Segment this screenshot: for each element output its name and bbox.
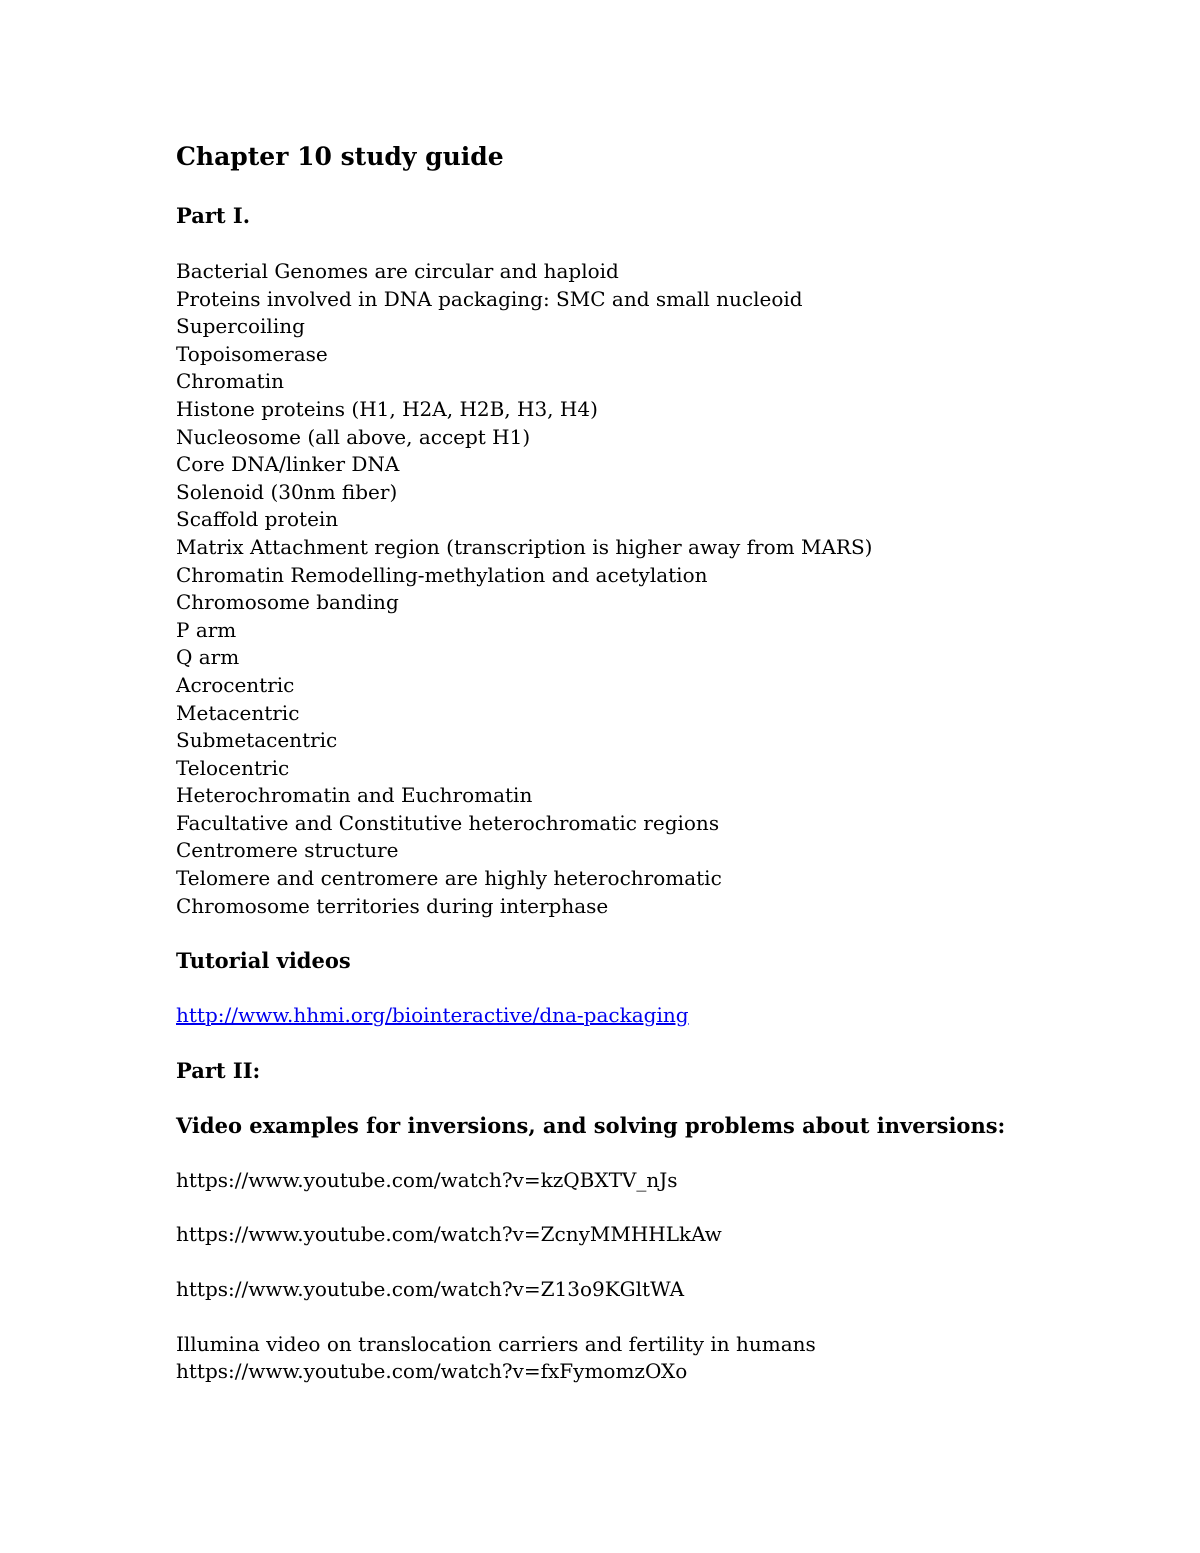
topic-item: Facultative and Constitutive heterochromatic regions	[176, 810, 720, 835]
part-one-topic-list	[176, 258, 1136, 920]
topic-item: Chromosome territories during interphase	[176, 893, 609, 918]
topic-item: Telocentric	[176, 755, 290, 780]
topic-item: Proteins involved in DNA packaging: SMC and small nucleoid	[176, 286, 803, 311]
part-two-heading: Part II:	[176, 1057, 261, 1083]
document-title: Chapter 10 study guide	[176, 142, 504, 171]
illumina-video-url: https://www.youtube.com/watch?v=fxFymomzOXo	[176, 1359, 688, 1384]
topic-item: Chromatin Remodelling-methylation and acetylation	[176, 562, 708, 587]
illumina-video-label: Illumina video on translocation carriers and fertility in humans	[176, 1331, 816, 1356]
topic-item: Histone proteins (H1, H2A, H2B, H3, H4)	[176, 396, 598, 421]
topic-item: Metacentric	[176, 700, 300, 725]
topic-item: Chromatin	[176, 369, 284, 394]
topic-item: Nucleosome (all above, accept H1)	[176, 424, 531, 449]
topic-item: Q arm	[176, 645, 240, 670]
topic-item: Core DNA/linker DNA	[176, 452, 400, 477]
topic-item: P arm	[176, 617, 237, 642]
topic-item: Telomere and centromere are highly heterochromatic	[176, 866, 722, 891]
topic-item: Submetacentric	[176, 728, 338, 753]
topic-item: Centromere structure	[176, 838, 399, 863]
inversion-video-url-1: https://www.youtube.com/watch?v=kzQBXTV_nJs	[176, 1167, 678, 1192]
topic-item: Scaffold protein	[176, 507, 339, 532]
topic-item: Supercoiling	[176, 314, 305, 339]
topic-item: Heterochromatin and Euchromatin	[176, 783, 533, 808]
topic-item: Topoisomerase	[176, 341, 328, 366]
inversion-video-url-2: https://www.youtube.com/watch?v=ZcnyMMHHLkAw	[176, 1222, 722, 1247]
document-page	[176, 140, 1136, 1386]
inversions-videos-subheading: Video examples for inversions, and solving problems about inversions:	[176, 1112, 1006, 1138]
part-one-heading: Part I.	[176, 203, 251, 228]
tutorial-videos-heading: Tutorial videos	[176, 948, 351, 974]
topic-item: Solenoid (30nm fiber)	[176, 479, 398, 504]
inversion-video-url-3: https://www.youtube.com/watch?v=Z13o9KGltWA	[176, 1277, 685, 1302]
topic-item: Matrix Attachment region (transcription is higher away from MARS)	[176, 534, 873, 559]
hhmi-dna-packaging-link[interactable]: http://www.hhmi.org/biointeractive/dna-packaging	[176, 1003, 689, 1028]
topic-item: Acrocentric	[176, 672, 295, 697]
topic-item: Bacterial Genomes are circular and haploid	[176, 259, 619, 283]
topic-item: Chromosome banding	[176, 590, 399, 615]
